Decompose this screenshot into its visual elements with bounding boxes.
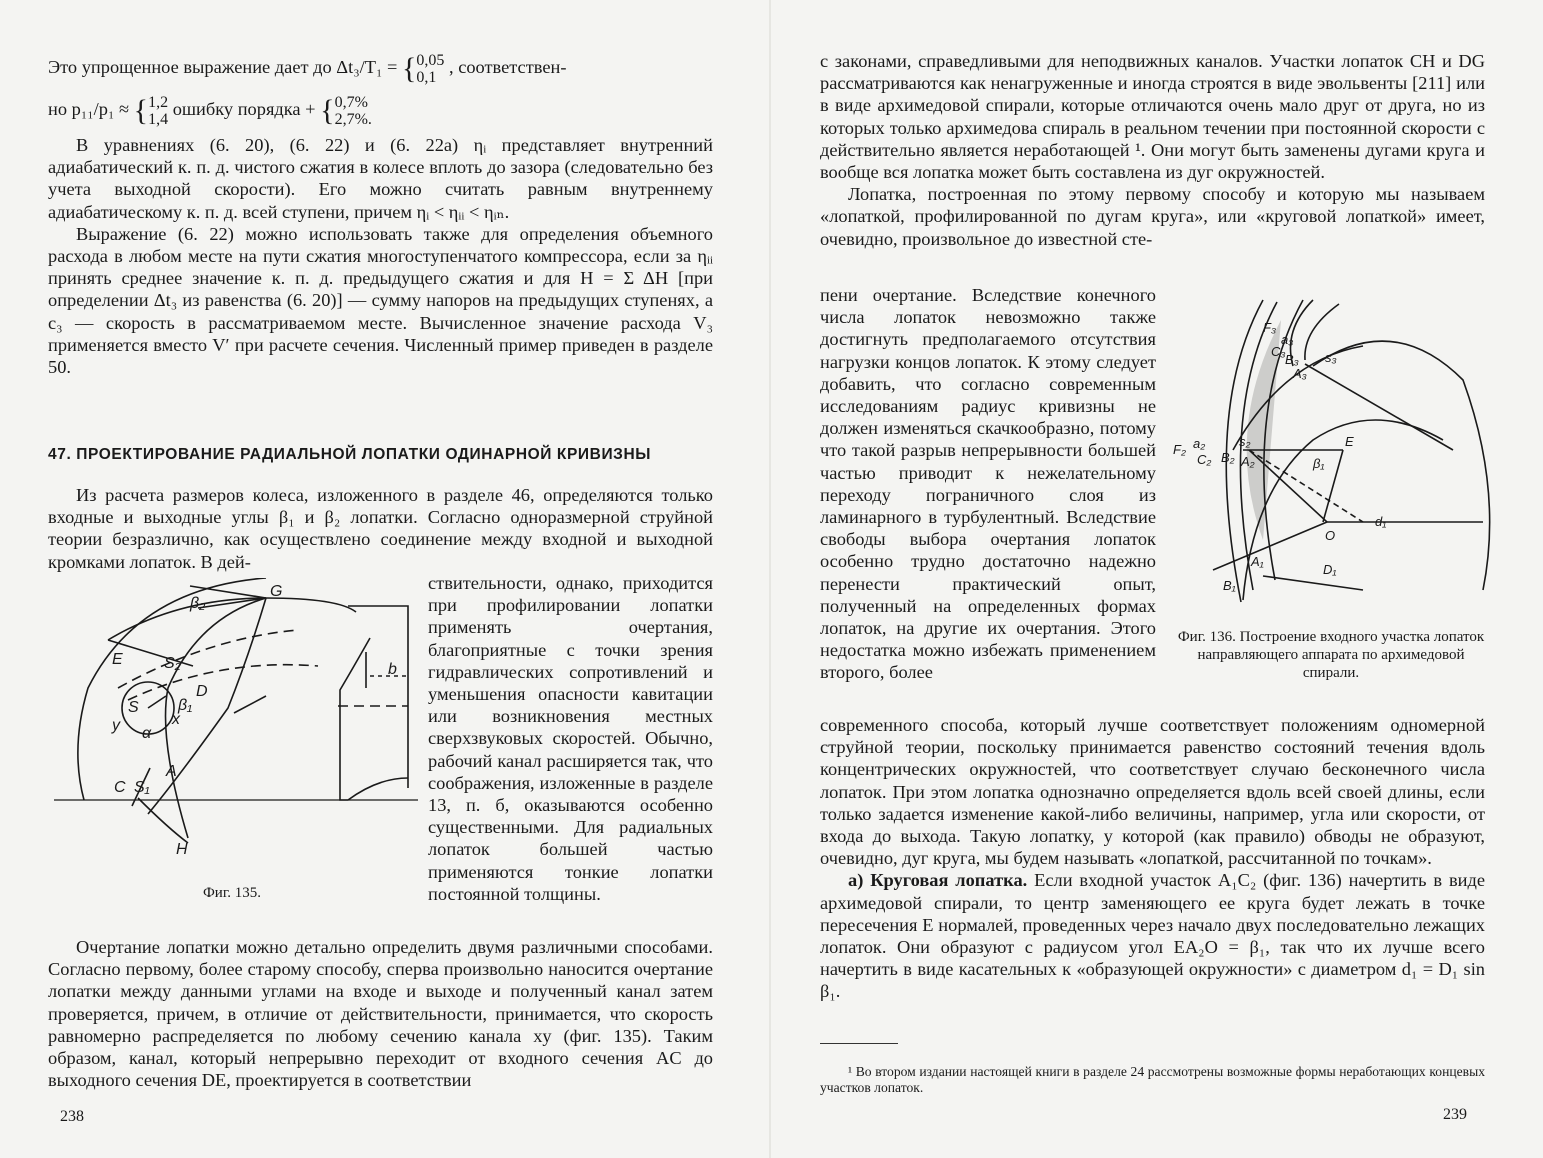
paragraph <box>820 714 1485 1003</box>
wrap-text <box>820 284 1156 684</box>
brace-symbol: { <box>320 94 335 127</box>
label-E: E <box>1345 434 1354 449</box>
left-page <box>0 0 771 1158</box>
label-E: E <box>112 651 123 668</box>
paragraph-text: современного способа, который лучше соответствует положениям одномерной струйной теории, поскольку принимается равенство состояний течения вдоль концентрических окружностей, что соответствует случаю бесконечного числа лопаток. При этом лопатка однозначно определяется вдоль всей своей длины, если только задается изменение какой-либо величины, например, угла или скорости, от входа до выхода. Такую лопатку, у которой (как правило) обводы не образуют, очевидно, дуг круга, мы будем называть «лопаткой, рассчитанной по точкам». <box>820 715 1485 869</box>
section-heading: 47. ПРОЕКТИРОВАНИЕ РАДИАЛЬНОЙ ЛОПАТКИ ОДИНАРНОЙ КРИВИЗНЫ <box>48 446 652 463</box>
formula-stack: 0,05 0,1 <box>416 52 445 86</box>
paragraph-text: Из расчета размеров колеса, изложенного в разделе 46, определяются только входные и выходные углы β₁ и β₂ лопатки. Согласно одноразмерной струйной теории безразлично, как осуществлено соединение между входной и выходной кромками лопаток. В дей- <box>48 485 713 572</box>
paragraph <box>820 50 1485 250</box>
label-alpha: α <box>142 725 152 742</box>
label-S1: S₁ <box>134 779 150 796</box>
figure-caption: Фиг. 136. Построение входного участка лопаток направляющего аппарата по архимедовой спирали. <box>1177 629 1485 681</box>
construction-line <box>1263 576 1363 590</box>
page-number: 239 <box>1443 1106 1467 1123</box>
pointer-line <box>234 696 266 713</box>
label-d1: d₁ <box>1375 514 1387 529</box>
figure-caption: Фиг. 135. <box>202 885 262 901</box>
formula-text: но p₁₁/p₁ ≈ <box>48 99 130 120</box>
label-C: C <box>114 779 126 796</box>
subsection-label: а) Круговая лопатка. <box>848 870 1028 891</box>
paragraph <box>48 484 713 573</box>
label-beta1: β₁ <box>178 697 193 714</box>
brace-symbol: { <box>133 94 149 127</box>
label-S2: S₂ <box>164 655 181 672</box>
label-S: S <box>128 699 139 716</box>
footnote <box>820 1064 1485 1096</box>
formula-stack: 0,7% 2,7%. <box>334 94 372 128</box>
wrap-text <box>428 572 713 905</box>
label-x: x <box>172 711 180 728</box>
blade-curve <box>166 598 267 838</box>
formula-text: , соответствен- <box>449 57 567 78</box>
label-y: y <box>112 717 120 734</box>
subsection-paragraph <box>820 869 1485 1002</box>
footnote-text: ¹ Во втором издании настоящей книги в разделе 24 рассмотрены возможные формы неработающих концевых участков лопаток. <box>820 1064 1485 1095</box>
figure-135 <box>48 578 426 860</box>
paragraph-text: Если входной участок A₁C₂ (фиг. 136) начертить в виде архимедовой спирали, то центр заменяющего ее круга будет лежать в точке пересечения E нормалей, проведенных через начало двух последовательно лежащих лопаток. Они образуют с радиусом угол EA₂O = β₁, так что их лучше всего начертить в виде касательных к «образующей окружности» с диаметром d₁ = D₁ sin β₁. <box>820 870 1485 1002</box>
blade-curve <box>138 798 188 843</box>
label-s3: s₃ <box>1325 350 1337 365</box>
label-B1: B₁ <box>1223 578 1236 593</box>
formula-line-1 <box>48 52 718 86</box>
construction-line <box>1305 364 1453 450</box>
formula-stack: 1,2 1,4 <box>148 94 169 128</box>
label-beta2: β₂ <box>190 595 206 612</box>
paragraph-text: Лопатка, построенная по этому первому способу и которую мы называем «лопаткой, профилированной по дугам круга», или «круговой лопаткой» имеет, очевидно, произвольное до известной сте- <box>820 184 1485 249</box>
paragraph <box>48 134 713 378</box>
construction-line <box>1323 450 1343 522</box>
formula-text: ошибку порядка + <box>172 99 316 120</box>
profile-outline <box>348 606 408 788</box>
brace-symbol: { <box>401 52 417 85</box>
label-a3: a₃ <box>1281 332 1294 347</box>
footnote-rule <box>820 1043 898 1044</box>
label-B2: B₂ <box>1221 450 1235 465</box>
right-page <box>771 0 1543 1158</box>
paragraph-text: В уравнениях (6. 20), (6. 22) и (6. 22а) ηᵢ представляет внутренний адиабатический к. п. д. чистого сжатия в колесе вплоть до зазора (следовательно без учета выходной скорости). Его можно считать равным внутреннему адиабатическому к. п. д. всей ступени, причем ηᵢ < ηᵢᵢ < ηᵢₙ. <box>48 135 713 222</box>
formula-text: Δt₃/T₁ = <box>336 57 398 78</box>
label-F3: F₃ <box>1263 320 1277 335</box>
label-A3: A₃ <box>1293 366 1307 381</box>
page-number: 238 <box>60 1108 84 1125</box>
dashed-line <box>118 630 298 688</box>
paragraph-text: пени очертание. Вследствие конечного числа лопаток невозможно также достигнуть предполагаемого отсутствия нагрузки концов лопаток. К этому следует добавить, что согласно современным исследованиям радиус кривизны не должен изменяться скачкообразно, потому что такой разрыв непрерывности большей частью приводит к нежелательному переходу пограничного слоя из ламинарного в турбулентный. Вследствие свободы выбора очертания лопаток особенно трудно достаточно надежно перенести практический опыт, полученный на определенных формах лопаток, на другие их очертания. Этого недостатка можно избежать применением второго, более <box>820 285 1156 683</box>
label-H: H <box>176 841 188 858</box>
label-a2: a₂ <box>1193 436 1206 451</box>
formula-text: Это упрощенное выражение дает до <box>48 57 332 78</box>
label-A: A <box>166 763 177 780</box>
paragraph <box>48 936 713 1091</box>
profile-outline <box>340 638 408 800</box>
label-A1: A₁ <box>1251 554 1264 569</box>
paragraph-text: Очертание лопатки можно детально определить двумя различными способами. Согласно первому, более старому способу, сперва произвольно наносится очертание лопатки между данными углами на входе и выходе и полученный канал затем проверяется, причем, в отличие от действительности, принимается, что скорость равномерно распределяется по любому сечению канала xy (фиг. 135). Таким образом, канал, который непрерывно переходит от входного сечения AC до выходного сечения DE, проектируется в соответствии <box>48 937 713 1091</box>
formula-line-2 <box>48 94 718 128</box>
paragraph-text: ствительности, однако, приходится при профилировании лопатки применять очертания, благоприятные с точки зрения гидравлических сопротивлений и уменьшения опасности кавитации или возникновения местных сверхзвуковых скоростей. Обычно, рабочий канал расширяется так, что соображения, изложенные в разделе 13, п. б, оказываются особенно существенными. Для радиальных лопаток большей частью применяются тонкие лопатки постоянной толщины. <box>428 573 713 904</box>
label-b: b <box>388 661 397 678</box>
figure-136 <box>1163 290 1493 620</box>
label-C2: C₂ <box>1197 452 1212 467</box>
label-B3: B₃ <box>1285 352 1299 367</box>
label-C3: C₃ <box>1271 344 1286 359</box>
label-D1: D₁ <box>1323 562 1337 577</box>
paragraph-text: с законами, справедливыми для неподвижных каналов. Участки лопаток CH и DG рассматриваются как ненагруженные и иногда строятся в виде эвольвенты [211] или в виде архимедовой спирали, которые отличаются очень мало друг от друга, но из которых только архимедова спираль в реальном течении при постоянной скорости c действительно является неработающей ¹. Они могут быть заменены дугами круга и вообще вся лопатка может быть составлена из дуг окружностей. <box>820 51 1485 183</box>
label-A2: A₂ <box>1241 454 1255 469</box>
dashed-line <box>128 665 318 700</box>
label-O: O <box>1325 528 1336 543</box>
label-D: D <box>196 683 208 700</box>
paragraph-text: Выражение (6. 22) можно использовать также для определения объемного расхода в любом месте на пути сжатия многоступенчатого компрессора, если за ηᵢᵢ принять среднее значение к. п. д. предыдущего сжатия и для H = Σ ΔH [при определении Δt₃ из равенства (6. 20)] — сумму напоров на предыдущих ступенях, а c₃ — скорость в рассматриваемом месте. Вычисленное значение расхода V₃ применяется вместо V′ при расчете сечения. Численный пример приведен в разделе 50. <box>48 223 713 378</box>
radius-line <box>148 696 166 708</box>
label-G: G <box>270 583 283 600</box>
label-F2: F₂ <box>1173 442 1186 457</box>
label-s2: s₂ <box>1239 434 1251 449</box>
label-beta1: β₁ <box>1313 456 1325 471</box>
